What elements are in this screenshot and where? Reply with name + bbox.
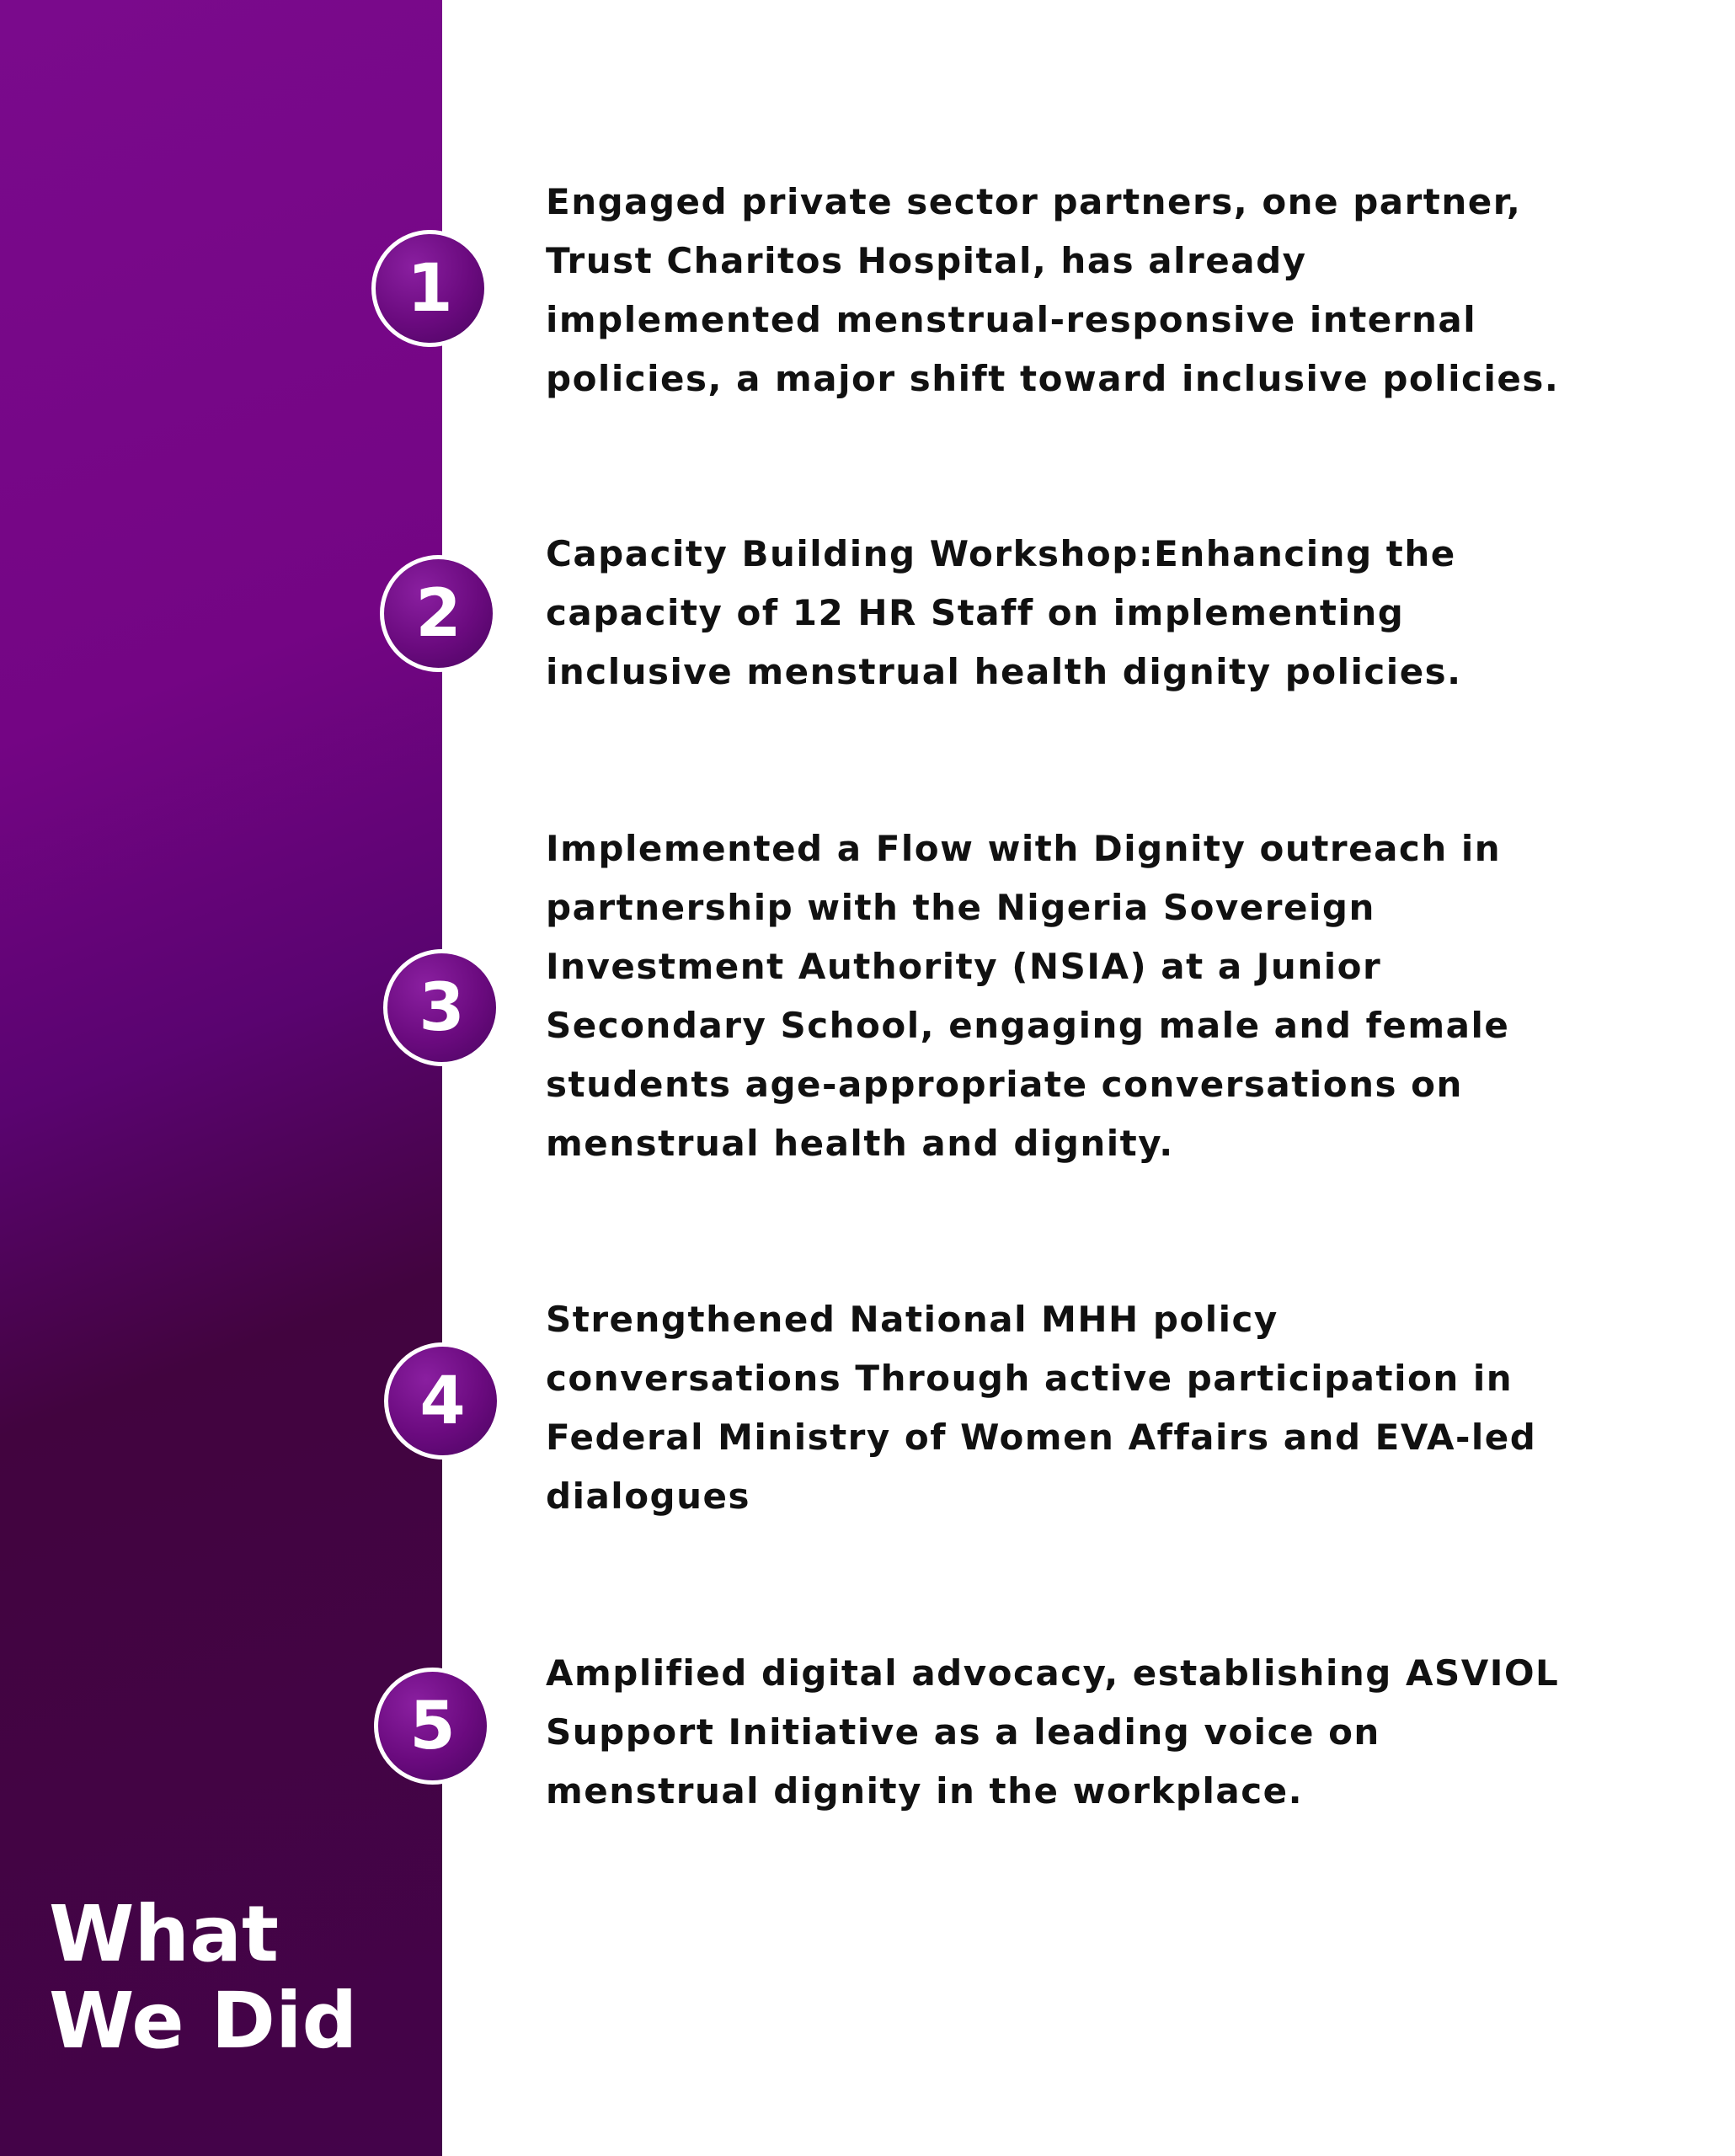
number-badge-2	[380, 555, 497, 672]
item-line: inclusive menstrual health dignity policies.	[546, 651, 1462, 692]
item-text-2	[546, 525, 1691, 702]
item-line: menstrual health and dignity.	[546, 1123, 1174, 1164]
item-line: dialogues	[546, 1476, 751, 1517]
item-line: students age-appropriate conversations on	[546, 1064, 1463, 1105]
item-line: Secondary School, engaging male and female	[546, 1005, 1510, 1046]
item-line: Implemented a Flow with Dignity outreach in	[546, 828, 1502, 869]
item-line: Investment Authority (NSIA) at a Junior	[546, 946, 1382, 987]
item-text-4	[546, 1290, 1691, 1526]
badge-number: 1	[407, 250, 453, 327]
item-line: menstrual dignity in the workplace.	[546, 1770, 1304, 1812]
number-badge-1	[371, 230, 488, 347]
badge-number: 3	[419, 969, 465, 1046]
item-line: Support Initiative as a leading voice on	[546, 1711, 1380, 1753]
item-line: capacity of 12 HR Staff on implementing	[546, 592, 1405, 633]
item-line: policies, a major shift toward inclusive policies.	[546, 358, 1560, 399]
item-text-5	[546, 1644, 1691, 1821]
item-line: Strengthened National MHH policy	[546, 1299, 1279, 1340]
item-text-1	[546, 173, 1691, 408]
item-line: Engaged private sector partners, one partner,	[546, 181, 1522, 222]
item-line: Trust Charitos Hospital, has already	[546, 240, 1307, 281]
item-line: partnership with the Nigeria Sovereign	[546, 887, 1375, 928]
badge-number: 4	[419, 1363, 466, 1439]
item-line: implemented menstrual-responsive internal	[546, 299, 1477, 340]
badge-number: 5	[409, 1688, 456, 1764]
page-title-line: What	[49, 1889, 280, 1979]
page-title	[49, 1891, 357, 2064]
number-badge-5	[374, 1668, 491, 1785]
item-line: Amplified digital advocacy, establishing ASVIOL	[546, 1652, 1560, 1694]
item-line: Capacity Building Workshop:Enhancing the	[546, 533, 1456, 574]
item-line: conversations Through active participation in	[546, 1358, 1513, 1399]
item-line: Federal Ministry of Women Affairs and EVA-led	[546, 1417, 1537, 1458]
badge-number: 2	[415, 575, 462, 652]
page-title-line: We Did	[49, 1976, 358, 2066]
item-text-3	[546, 819, 1691, 1173]
number-badge-3	[383, 949, 500, 1066]
side-panel	[0, 0, 442, 2156]
number-badge-4	[384, 1342, 501, 1460]
